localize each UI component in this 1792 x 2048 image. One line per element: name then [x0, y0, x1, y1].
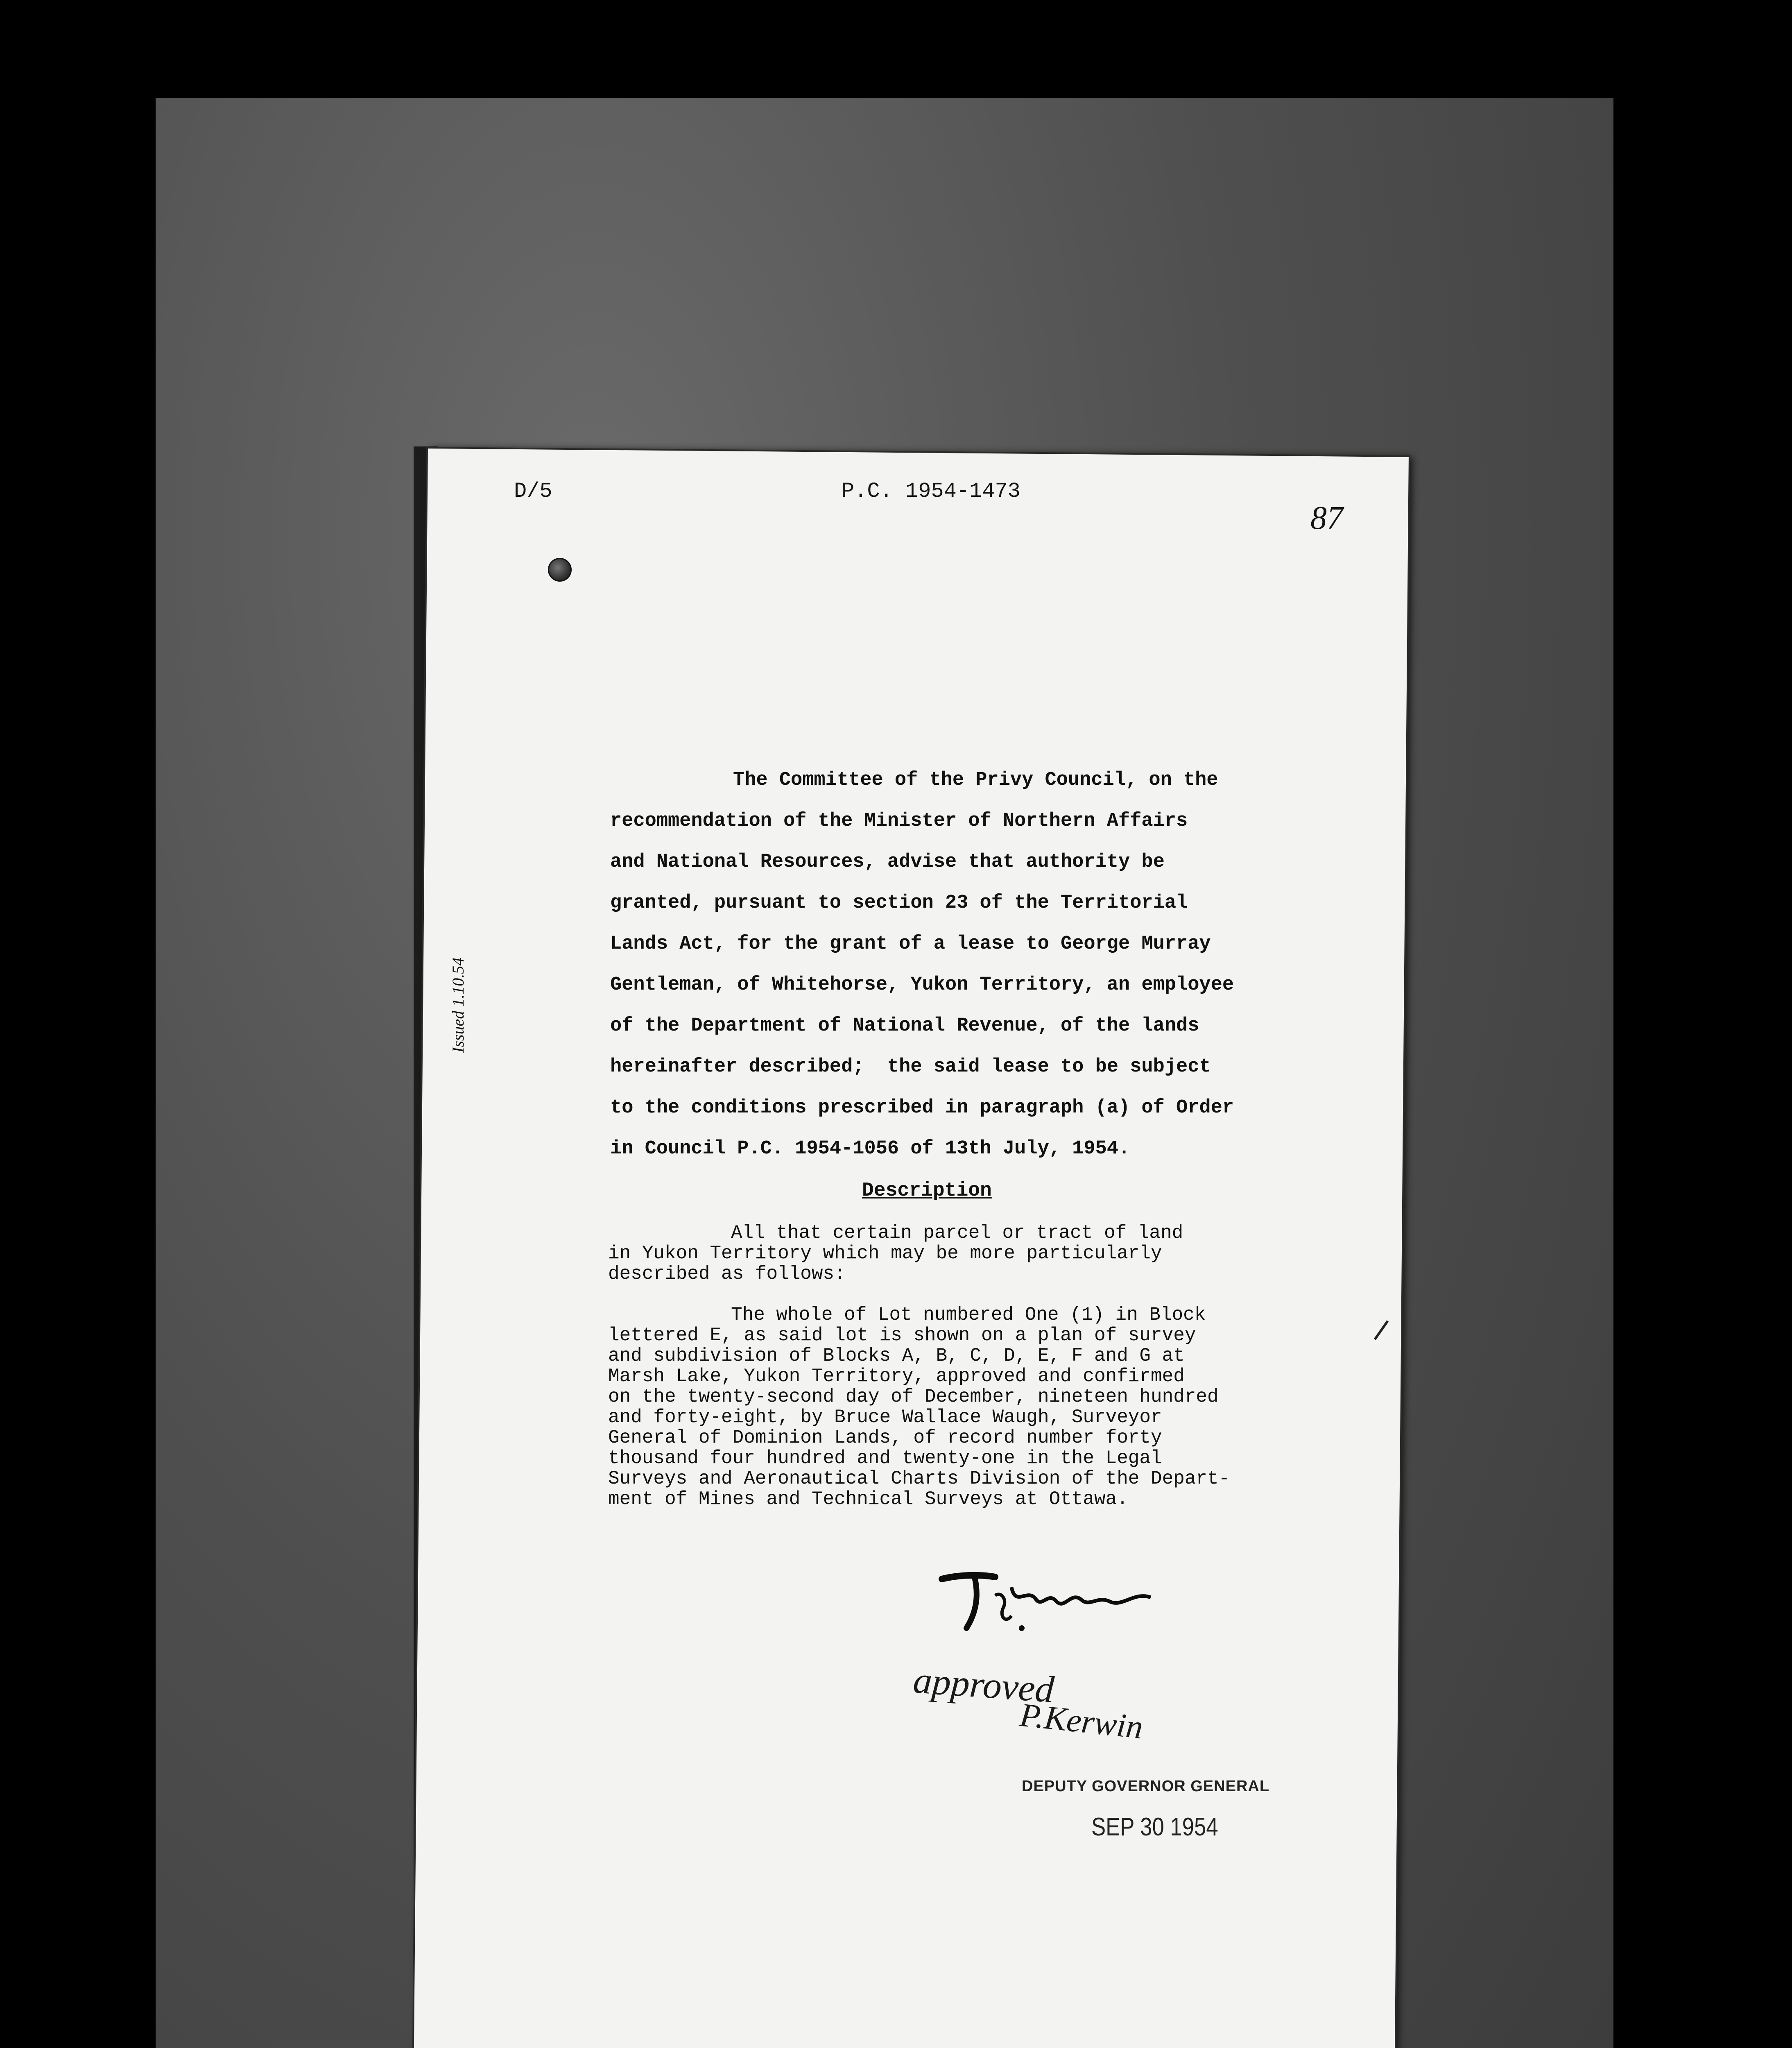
body-line: granted, pursuant to section 23 of the Territorial: [610, 892, 1188, 914]
stamp-date: SEP 30 1954: [1091, 1813, 1218, 1841]
order-body: [610, 760, 1315, 1169]
order-number: P.C. 1954-1473: [842, 479, 1020, 503]
body-line: hereinafter described; the said lease to be subject: [610, 1056, 1211, 1078]
description-intro: [608, 1223, 1329, 1284]
description-line: on the twenty-second day of December, nineteen hundred: [608, 1386, 1219, 1407]
description-line: Surveys and Aeronautical Charts Division of the Depart-: [608, 1468, 1230, 1489]
description-body: [608, 1305, 1329, 1509]
page-number: 87: [1310, 500, 1343, 536]
margin-note: Issued 1.10.54: [449, 957, 467, 1053]
description-line: The whole of Lot numbered One (1) in Block: [731, 1304, 1206, 1325]
description-line: and subdivision of Blocks A, B, C, D, E, F and G at: [608, 1345, 1185, 1366]
body-line: of the Department of National Revenue, of the lands: [610, 1015, 1199, 1037]
approval-handwriting-2: P.Kerwin: [1018, 1696, 1145, 1746]
description-line: General of Dominion Lands, of record number forty: [608, 1427, 1162, 1448]
description-intro-line: in Yukon Territory which may be more particularly: [608, 1243, 1162, 1264]
stamp-title: DEPUTY GOVERNOR GENERAL: [1022, 1778, 1270, 1795]
body-line: recommendation of the Minister of Northern Affairs: [610, 810, 1188, 832]
description-intro-line: described as follows:: [608, 1263, 846, 1285]
punch-hole-icon: [548, 558, 572, 582]
signature-icon: [934, 1563, 1229, 1636]
description-line: Marsh Lake, Yukon Territory, approved and confirmed: [608, 1366, 1185, 1387]
approval-handwriting-1: approved: [912, 1659, 1056, 1710]
body-line: to the conditions prescribed in paragraph (a) of Order: [610, 1097, 1234, 1119]
description-line: lettered E, as said lot is shown on a plan of survey: [608, 1325, 1196, 1346]
body-line: and National Resources, advise that authority be: [610, 851, 1165, 873]
description-intro-line: All that certain parcel or tract of land: [731, 1222, 1183, 1244]
file-reference: D/5: [514, 479, 552, 503]
body-line: The Committee of the Privy Council, on the: [733, 769, 1218, 791]
description-line: thousand four hundred and twenty-one in the Legal: [608, 1448, 1162, 1469]
description-heading: Description: [862, 1180, 992, 1202]
body-line: in Council P.C. 1954-1056 of 13th July, 1954.: [610, 1138, 1130, 1160]
body-line: Lands Act, for the grant of a lease to George Murray: [610, 933, 1211, 955]
description-line: ment of Mines and Technical Surveys at Ottawa.: [608, 1488, 1128, 1510]
body-line: Gentleman, of Whitehorse, Yukon Territory, an employee: [610, 974, 1234, 996]
description-line: and forty-eight, by Bruce Wallace Waugh, Surveyor: [608, 1407, 1162, 1428]
